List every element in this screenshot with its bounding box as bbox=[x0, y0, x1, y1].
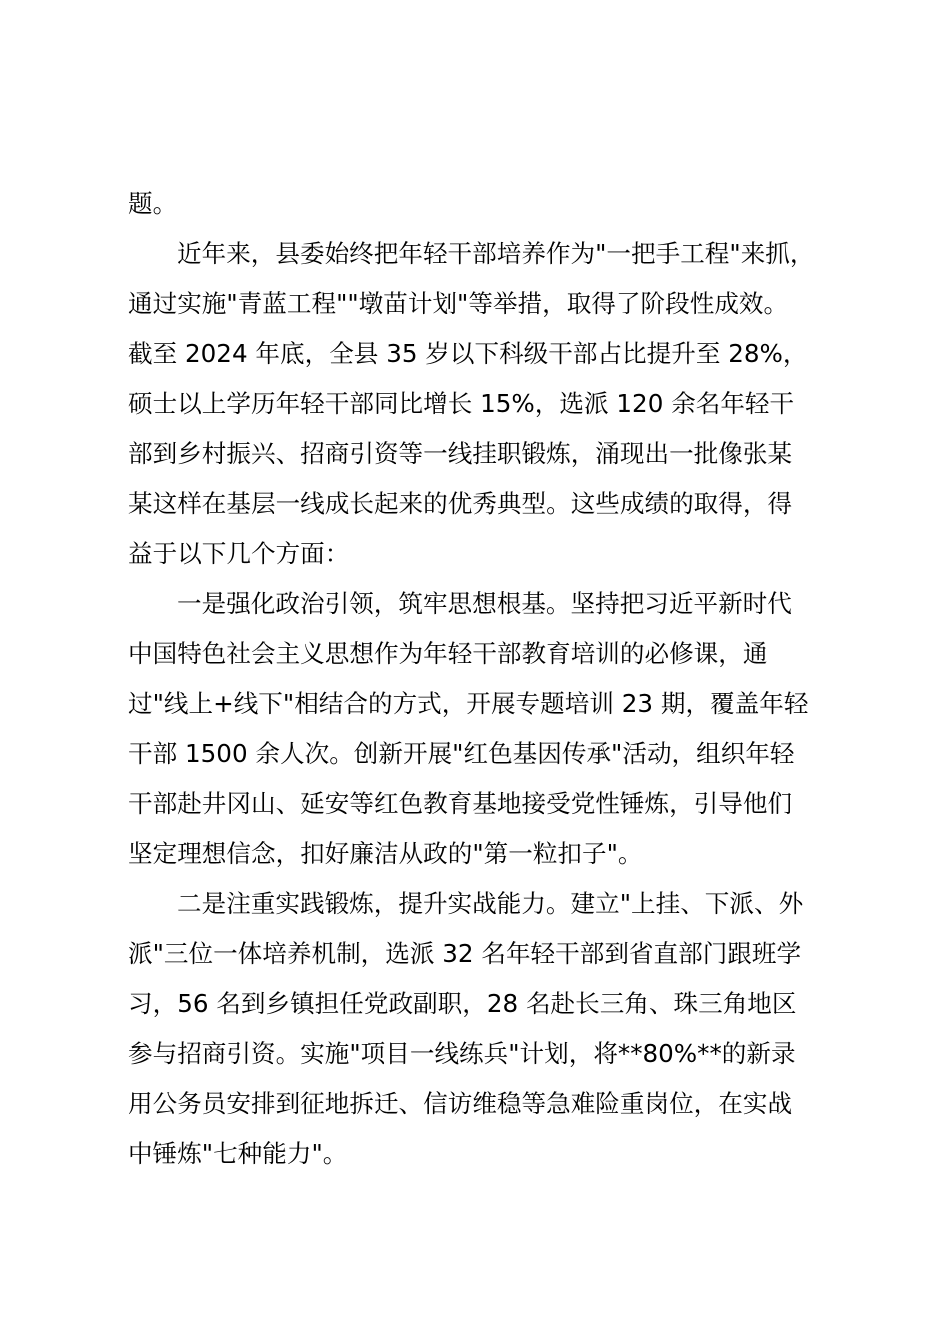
text-line: 参与招商引资。实施"项目一线练兵"计划，将**80%**的新录 bbox=[128, 1039, 796, 1068]
text-line: 某这样在基层一线成长起来的优秀典型。这些成绩的取得，得 bbox=[128, 489, 793, 518]
text-line: 二是注重实践锻炼，提升实战能力。建立"上挂、下派、外 bbox=[177, 889, 804, 918]
text-line: 中国特色社会主义思想作为年轻干部教育培训的必修课，通 bbox=[128, 639, 768, 668]
text-line: 中锤炼"七种能力"。 bbox=[128, 1139, 348, 1168]
text-line: 习，56 名到乡镇担任党政副职，28 名赴长三角、珠三角地区 bbox=[128, 989, 797, 1018]
text-line: 硕士以上学历年轻干部同比增长 15%，选派 120 余名年轻干 bbox=[128, 389, 795, 418]
text-line: 截至 2024 年底，全县 35 岁以下科级干部占比提升至 28%， bbox=[128, 339, 808, 368]
text-line: 过"线上+线下"相结合的方式，开展专题培训 23 期，覆盖年轻 bbox=[128, 689, 809, 718]
text-line: 一是强化政治引领，筑牢思想根基。坚持把习近平新时代 bbox=[177, 589, 792, 618]
text-line: 部到乡村振兴、招商引资等一线挂职锻炼，涌现出一批像张某 bbox=[128, 439, 793, 468]
text-line: 近年来，县委始终把年轻干部培养作为"一把手工程"来抓， bbox=[177, 239, 815, 268]
text-line: 干部赴井冈山、延安等红色教育基地接受党性锤炼，引导他们 bbox=[128, 789, 793, 818]
text-line: 坚定理想信念，扣好廉洁从政的"第一粒扣子"。 bbox=[128, 839, 643, 868]
document-body bbox=[128, 179, 842, 1179]
text-line: 通过实施"青蓝工程""墩苗计划"等举措，取得了阶段性成效。 bbox=[128, 289, 789, 318]
text-line: 题。 bbox=[128, 189, 178, 218]
text-line: 用公务员安排到征地拆迁、信访维稳等急难险重岗位，在实战 bbox=[128, 1089, 793, 1118]
text-line: 派"三位一体培养机制，选派 32 名年轻干部到省直部门跟班学 bbox=[128, 939, 802, 968]
text-line: 干部 1500 余人次。创新开展"红色基因传承"活动，组织年轻 bbox=[128, 739, 795, 768]
text-line: 益于以下几个方面： bbox=[128, 539, 350, 568]
